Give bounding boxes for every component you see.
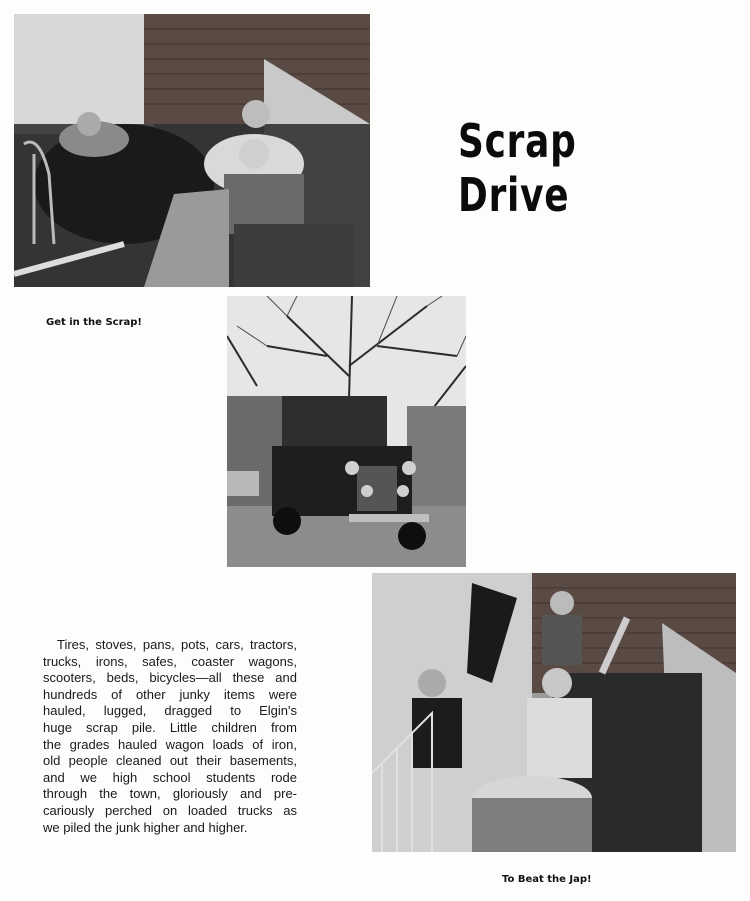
students-scrap-photo: [372, 573, 736, 852]
paragraph-line: old people cleaned out their basements,: [43, 753, 297, 769]
paragraph-line: hauled, lugged, dragged to Elgin's: [43, 703, 297, 719]
scrap-pile-photo: [14, 14, 370, 287]
page-title: Scrap Drive: [458, 114, 577, 222]
paragraph-line: hundreds of other junky items were: [43, 686, 297, 702]
article-paragraph: [43, 637, 297, 836]
paragraph-line: trucks, irons, safes, coaster wagons,: [43, 653, 297, 669]
caption-scrap-photo: Get in the Scrap!: [46, 317, 142, 328]
paragraph-line: through the town, gloriously and pre-: [43, 786, 297, 802]
paragraph-line: cariously perched on loaded trucks as: [43, 802, 297, 818]
paragraph-line: the grades hauled wagon loads of iron,: [43, 736, 297, 752]
paragraph-line: we piled the junk higher and higher.: [43, 819, 248, 835]
paragraph-line: scooters, beds, bicycles—all these and: [43, 670, 297, 686]
paragraph-line: Tires, stoves, pans, pots, cars, tractors,: [57, 637, 297, 652]
paragraph-line: huge scrap pile. Little children from: [43, 719, 297, 735]
caption-students-photo: To Beat the Jap!: [502, 874, 592, 885]
loaded-truck-photo: [227, 296, 466, 567]
paragraph-line: and we high school students rode: [43, 769, 297, 785]
